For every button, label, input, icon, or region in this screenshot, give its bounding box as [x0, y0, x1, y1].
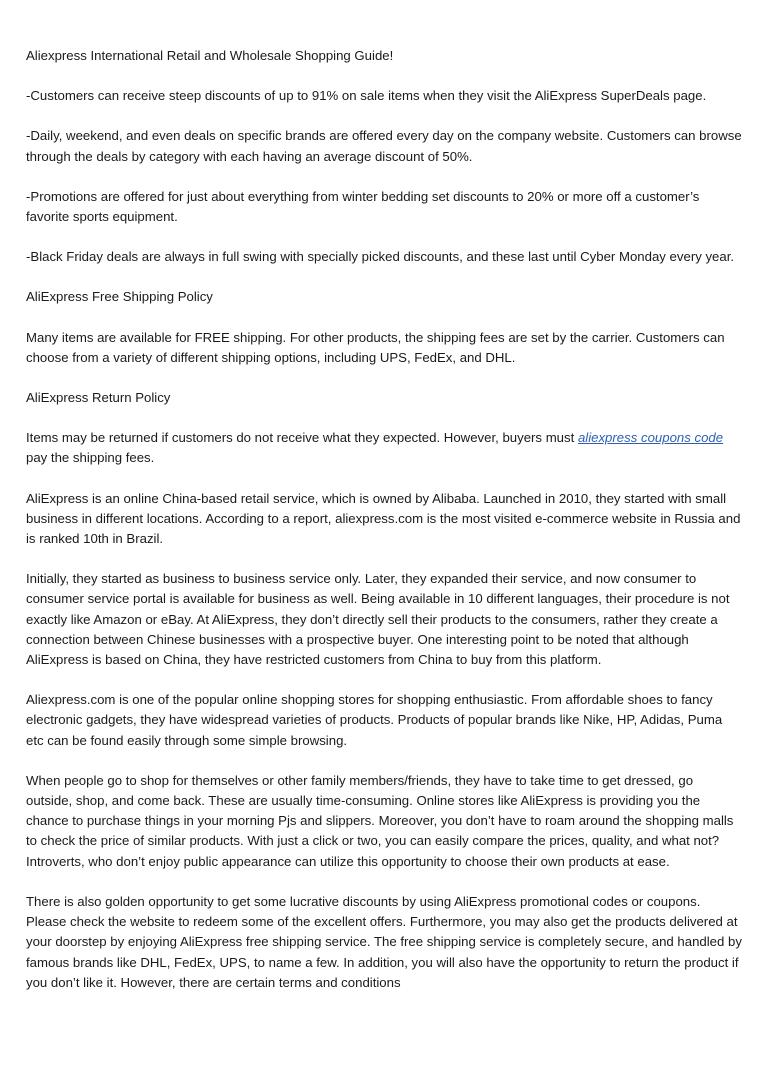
paragraph-return-policy: [26, 428, 742, 468]
return-text-before-link: Items may be returned if customers do not receive what they expected. However, buyers must: [26, 430, 578, 446]
paragraph-convenience: When people go to shop for themselves or other family members/friends, they have to take time to get dressed, go outside, shop, and come back. These are usually time-consuming. Online stores like AliExpress is providing you the chance to purchase things in your morning Pjs and slippers. Moreover, you don’t have to roam around the shopping malls to check the price of similar products. With just a click or two, you can easily compare the prices, quality, and what not? Introverts, who don’t enjoy public appearance can utilize this opportunity to choose their own products at ease.: [26, 772, 734, 869]
paragraph-black-friday: -Black Friday deals are always in full swing with specially picked discounts, and these last until Cyber Monday every year.: [26, 249, 735, 265]
paragraph-free-shipping: Many items are available for FREE shipping. For other products, the shipping fees are set by the carrier. Customers can choose from a variety of different shipping options, including UPS, FedEx, and DHL.: [26, 329, 725, 365]
paragraph-business-model: Initially, they started as business to business service only. Later, they expanded their service, and now consumer to consumer service portal is available for business as well. Being available in 10 different languages, their procedure is not exactly like Amazon or eBay. At AliExpress, they don’t directly sell their products to the consumers, rather they create a connection between Chinese businesses with a prospective buyer. One interesting point to be noted that although AliExpress is based on China, they have restricted customers from China to buy from this platform.: [26, 571, 730, 668]
paragraph-discounts: There is also golden opportunity to get some lucrative discounts by using AliExpress promotional codes or coupons. Please check the website to redeem some of the excellent offers. Furthermore, you may also get the products delivered at your doorstep by enjoying AliExpress free shipping service. The free shipping service is completely secure, and handled by famous brands like DHL, FedEx, UPS, to name a few. In addition, you will also have the opportunity to return the product if you don’t like it. However, there are certain terms and conditions: [26, 893, 742, 990]
return-text-after-link: pay the shipping fees.: [26, 450, 155, 466]
paragraph-popular-store: Aliexpress.com is one of the popular online shopping stores for shopping enthusiastic. From affordable shoes to fancy electronic gadgets, they have widespread varieties of products. Products of popular brands like Nike, HP, Adidas, Puma etc can be found easily through some simple browsing.: [26, 692, 723, 748]
paragraph-daily-deals: -Daily, weekend, and even deals on specific brands are offered every day on the company website. Customers can browse through the deals by category with each having an average discount of 50%.: [26, 128, 742, 164]
document-page: [26, 46, 742, 1013]
paragraph-about-aliexpress: AliExpress is an online China-based retail service, which is owned by Alibaba. Launched in 2010, they started with small business in different locations. According to a report, aliexpress.com is the most visited e-commerce website in Russia and is ranked 10th in Brazil.: [26, 490, 741, 547]
paragraph-promotions: -Promotions are offered for just about everything from winter bedding set discounts to 20% or more off a customer’s favorite sports equipment.: [26, 188, 700, 225]
paragraph-superdeals: -Customers can receive steep discounts of up to 91% on sale items when they visit the AliExpress SuperDeals page.: [26, 88, 707, 104]
document-title: Aliexpress International Retail and Wholesale Shopping Guide!: [26, 48, 394, 63]
return-policy-heading: AliExpress Return Policy: [26, 390, 171, 406]
aliexpress-coupons-code-link[interactable]: aliexpress coupons code: [577, 430, 724, 446]
shipping-policy-heading: AliExpress Free Shipping Policy: [26, 289, 213, 305]
